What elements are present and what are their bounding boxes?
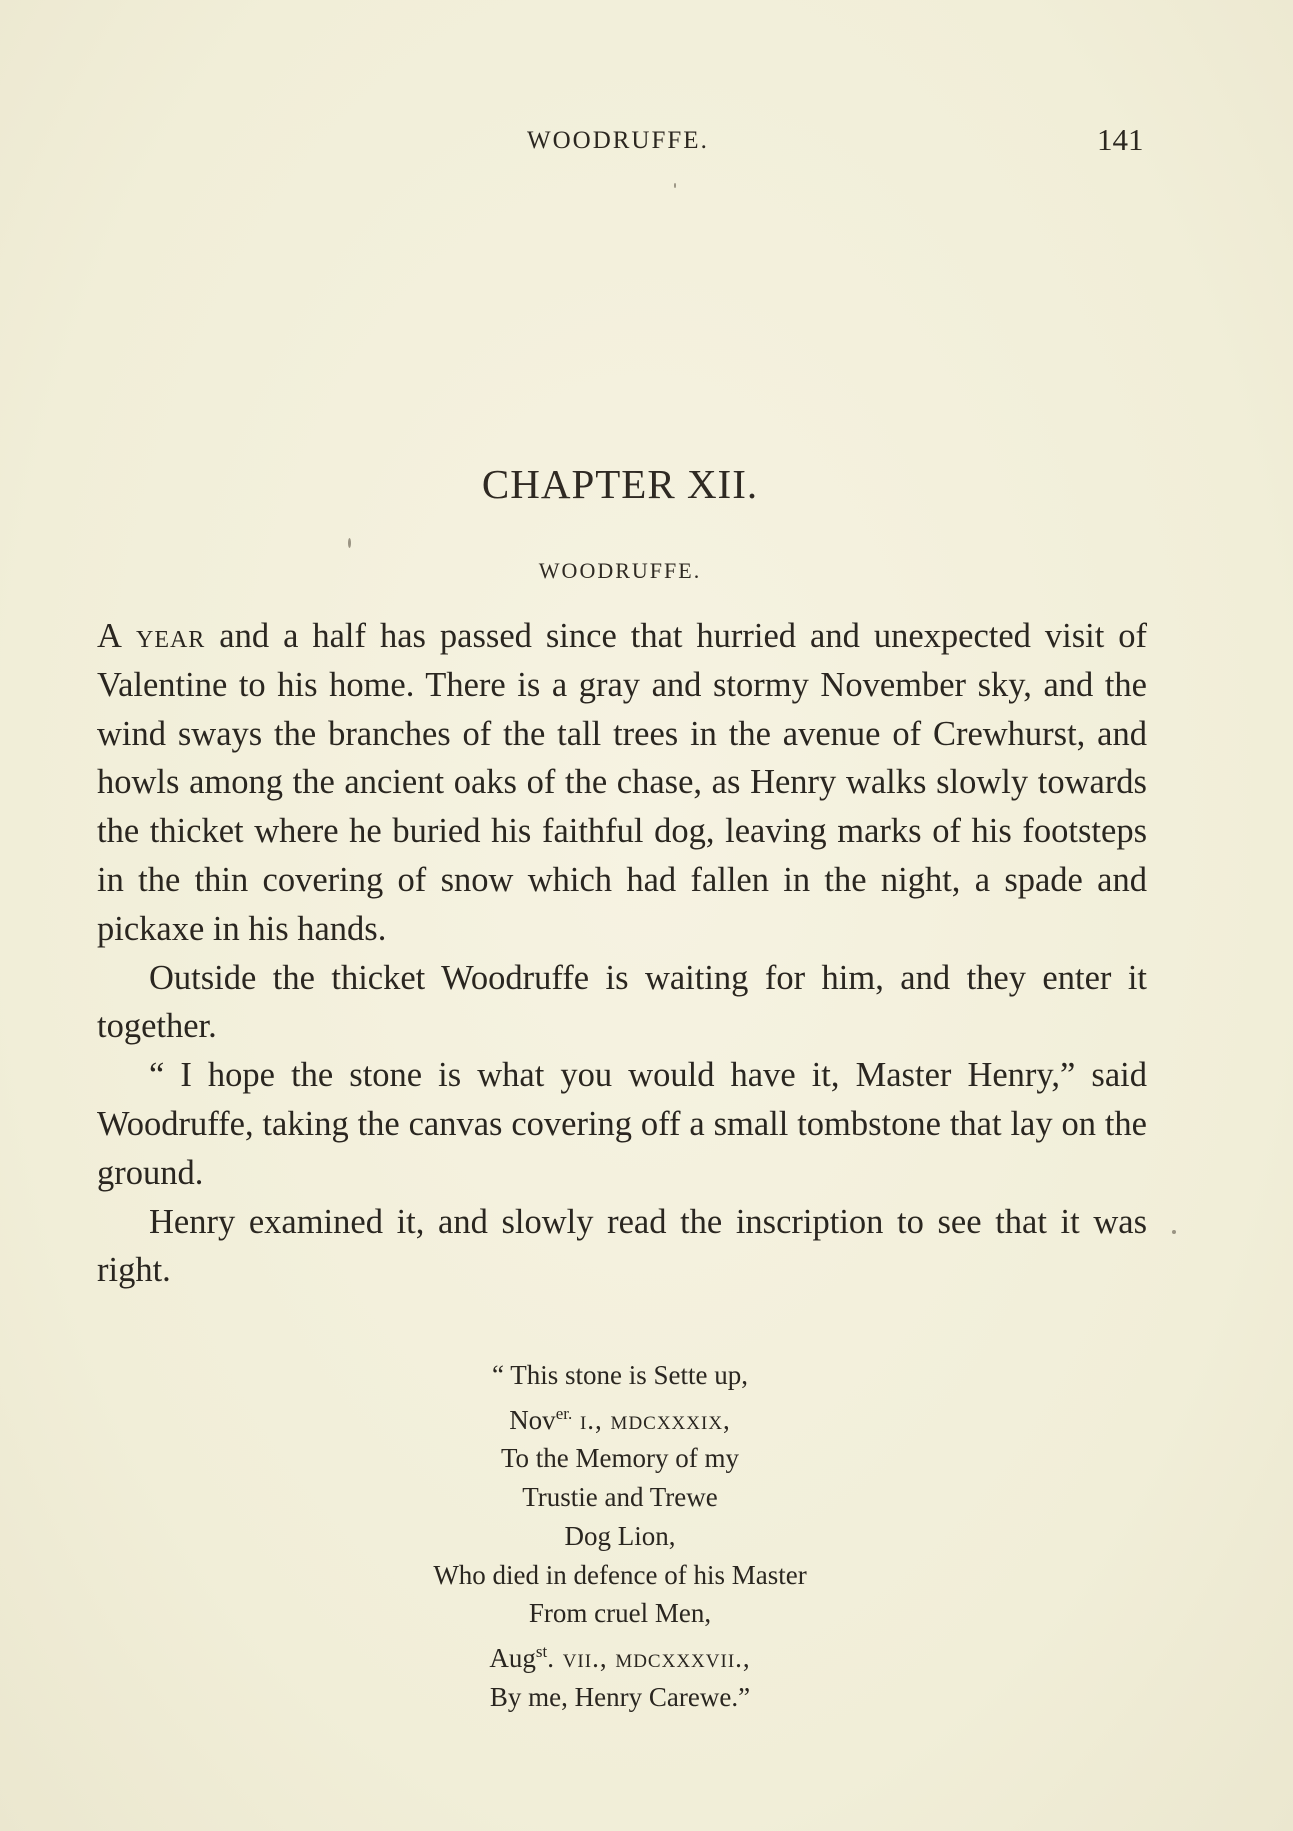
opening-words: A year [97,617,206,655]
inscription-line [0,1395,1240,1440]
paragraph-1-text: and a half has passed since that hurried and unexpected visit of Valentine to his home. There is a gray and stormy November sky, and the wind sways the branches of the tall trees in the avenue of Crewhurst, and howls among the ancient oaks of the chase, as Henry walks slowly towards the thicket where he buried his faithful dog, leaving marks of his footsteps in the thin covering of snow which had fallen in the night, a spade and pickaxe in his hands. [97,617,1148,948]
paragraph-1 [97,612,1147,954]
inscription-line: To the Memory of my [500,1443,740,1474]
paper-speck [1172,1230,1176,1234]
inscription-text: Nov [509,1404,556,1435]
paper-speck [674,183,676,188]
inscription-line: Trustie and Trewe [522,1482,718,1513]
chapter-body [97,612,1147,1295]
running-title: WOODRUFFE. [527,127,709,154]
inscription-superscript: er. [555,1403,573,1423]
paragraph-4: Henry examined it, and slowly read the inscription to see that it was right. [97,1202,1147,1290]
paragraph-3: “ I hope the stone is what you would have it, Master Henry,” said Woodruffe, taking the canvas covering off a small tombstone that lay on the ground. [97,1056,1147,1192]
inscription-date: i., mdcxxxix, [572,1404,731,1435]
chapter-title: CHAPTER XII. [481,461,759,507]
inscription-line [0,1633,1240,1678]
inscription-line: Who died in defence of his Master [433,1559,807,1590]
inscription-text: Aug [489,1642,536,1673]
tombstone-inscription [0,1356,1240,1716]
page-number: 141 [1097,122,1144,157]
inscription-line: By me, Henry Carewe.” [489,1681,751,1712]
inscription-line: Dog Lion, [564,1520,676,1551]
inscription-line: From cruel Men, [528,1598,712,1629]
paragraph-2: Outside the thicket Woodruffe is waiting for him, and they enter it together. [97,958,1147,1046]
chapter-subtitle: WOODRUFFE. [538,558,702,583]
inscription-date: . vii., mdcxxxvii., [547,1642,751,1673]
paper-speck [348,538,351,548]
inscription-superscript: st [535,1641,548,1661]
inscription-line: “ This stone is Sette up, [492,1360,748,1390]
